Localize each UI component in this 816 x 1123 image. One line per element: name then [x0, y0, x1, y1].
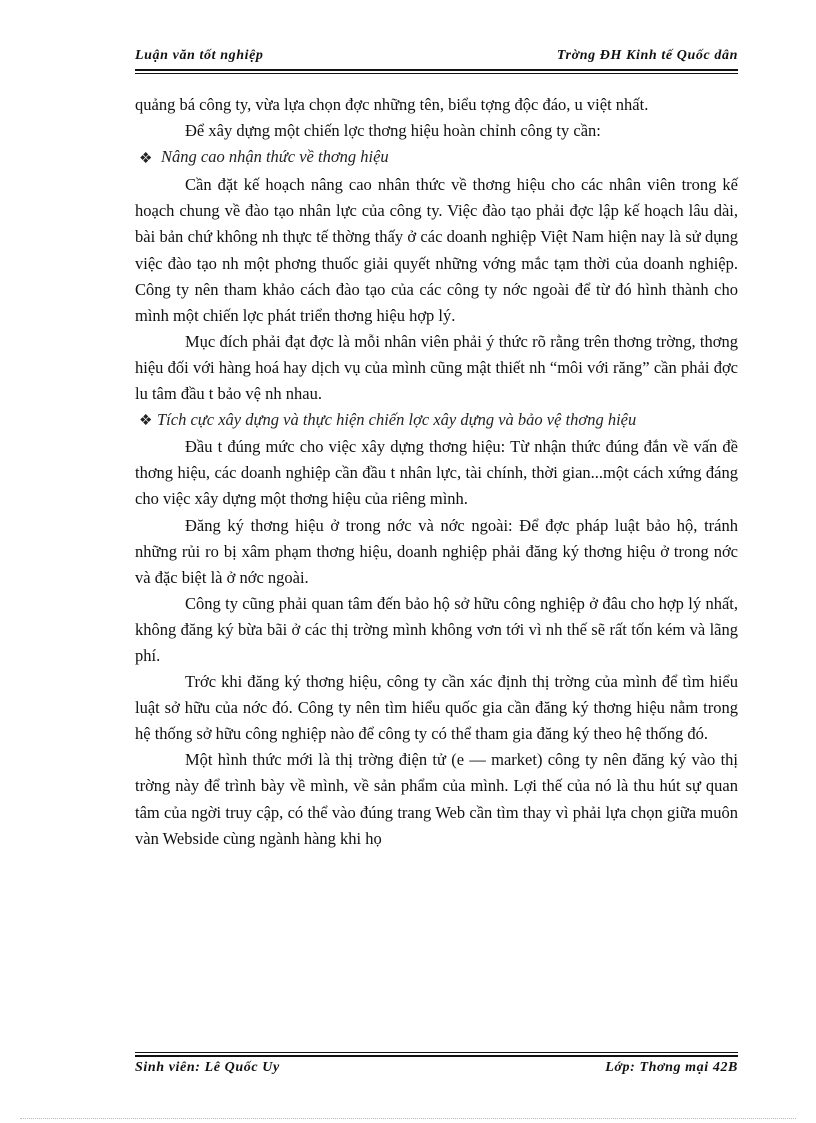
header-rule [135, 69, 738, 71]
paragraph-protection: Công ty cũng phải quan tâm đến bảo hộ sở hữu công nghiệp ở đâu cho hợp lý nhất, không đăng ký bừa bãi ở các thị trờng mình không vơn tới vì nh thế sẽ rất tốn kém và lãng phí. [135, 593, 738, 665]
bullet-item-awareness [135, 144, 738, 172]
header-thesis-label: Luận văn tốt nghiệp [135, 48, 264, 63]
paragraph-intro: Để xây dựng một chiến lợc thơng hiệu hoàn chỉnh công ty cần: [185, 121, 601, 141]
diamond-cluster-icon: ❖ [139, 413, 153, 430]
page-edge-divider [20, 1118, 796, 1119]
footer-class-label: Lớp: Thơng mại 42B [605, 1060, 738, 1075]
footer-rule-thin [135, 1052, 738, 1053]
paragraph-e-market: Một hình thức mới là thị trờng điện tử (e — market) công ty nên đăng ký vào thị trờng này để trình bày về mình, về sản phẩm của mình. Lợi thế của nó là thu hút sự quan tâm của ngời truy cập, có thể vào đúng trang Web cần tìm thay vì phải lựa chọn giữa muôn vàn Webside cùng ngành hàng khi họ [135, 750, 738, 848]
paragraph-registration: Đăng ký thơng hiệu ở trong nớc và nớc ngoài: Để đợc pháp luật bảo hộ, tránh những rủi ro bị xâm phạm thơng hiệu, doanh nghiệp phải đăng ký thơng hiệu ở trong nớc và đặc biệt là ở nớc ngoài. [135, 515, 738, 587]
page-content [135, 92, 738, 852]
diamond-cluster-icon: ❖ [139, 151, 153, 168]
page-header [135, 48, 738, 68]
footer-rule [135, 1055, 738, 1057]
paragraph-market-research: Trớc khi đăng ký thơng hiệu, công ty cần xác định thị trờng của mình để tìm hiểu luật sở hữu của nớc đó. Công ty nên tìm hiểu quốc gia cần đăng ký thơng hiệu nằm trong hệ thống sở hữu công nghiệp nào để công ty có thể tham gia đăng ký theo hệ thống đó. [135, 672, 738, 744]
bullet-heading-awareness: Nâng cao nhận thức về thơng hiệu [161, 147, 389, 167]
paragraph-investment: Đầu t đúng mức cho việc xây dựng thơng hiệu: Từ nhận thức đúng đắn về vấn đề thơng hiệu, các doanh nghiệp cần đầu t nhân lực, tài chính, thời gian...một cách xứng đáng cho việc xây dựng một thơng hiệu của riêng mình. [135, 437, 738, 509]
bullet-item-strategy [135, 407, 738, 434]
header-university-label: Trờng ĐH Kinh tế Quốc dân [556, 48, 738, 63]
bullet-heading-strategy: Tích cực xây dựng và thực hiện chiến lợc xây dựng và bảo vệ thơng hiệu [157, 410, 637, 430]
page-footer [135, 1060, 738, 1080]
paragraph-purpose: Mục đích phải đạt đợc là mỗi nhân viên phải ý thức rõ rằng trên thơng trờng, thơng hiệu đối với hàng hoá hay dịch vụ của mình cũng mật thiết nh “môi với răng” cần phải đợc lu tâm đầu t bảo vệ nh nhau. [135, 331, 738, 404]
paragraph-continuation: quảng bá công ty, vừa lựa chọn đợc những tên, biểu tợng độc đáo, u việt nhất. [135, 95, 649, 114]
paragraph-training: Cần đặt kế hoạch nâng cao nhân thức về thơng hiệu cho các nhân viên trong kế hoạch chung về đào tạo nhân lực của công ty. Việc đào tạo phải đợc lập kế hoạch lâu dài, bài bản chứ không nh thực tế thờng thấy ở các doanh nghiệp Việt Nam hiện nay là sử dụng việc đào tạo nh một phơng thuốc giải quyết những vớng mắc tạm thời của doanh nghiệp. Công ty nên tham khảo cách đào tạo của các công ty nớc ngoài để từ đó hình thành cho mình một chiến lợc phát triển thơng hiệu hợp lý. [135, 175, 738, 325]
footer-student-label: Sinh viên: Lê Quốc Uy [135, 1060, 280, 1075]
header-rule-thin [135, 73, 738, 74]
